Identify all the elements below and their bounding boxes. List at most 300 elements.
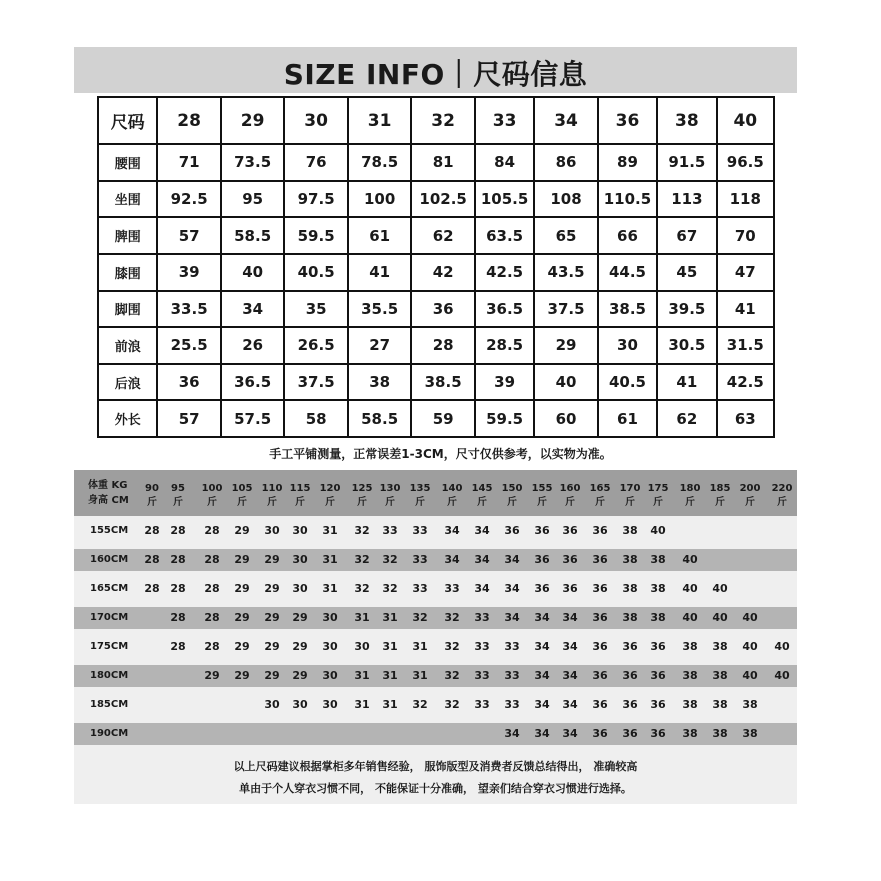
- measurement-cell: 63.5: [475, 217, 534, 254]
- recommended-size: 32: [444, 611, 460, 624]
- weight-unit: 斤: [565, 497, 575, 508]
- recommended-size: 31: [354, 698, 370, 711]
- recommended-size: 34: [474, 524, 490, 537]
- recommended-size: 31: [322, 553, 338, 566]
- recommended-size: 34: [534, 669, 550, 682]
- recommended-size: 36: [592, 524, 608, 537]
- size-table-container: [97, 96, 775, 438]
- measurement-cell: 42.5: [717, 364, 774, 401]
- recommended-size: 31: [382, 640, 398, 653]
- measurement-cell: 38: [348, 364, 412, 401]
- size-header-cell: 40: [717, 97, 774, 144]
- height-label: 170CM: [90, 612, 129, 623]
- recommended-size: 28: [204, 553, 220, 566]
- recommended-size: 33: [474, 611, 490, 624]
- weight-unit: 斤: [595, 497, 605, 508]
- recommended-size: 40: [682, 582, 698, 595]
- recommended-size: 32: [354, 553, 370, 566]
- measurement-cell: 39: [475, 364, 534, 401]
- recommended-size: 36: [534, 553, 550, 566]
- recommended-size: 36: [650, 669, 666, 682]
- measurement-cell: 30.5: [657, 327, 716, 364]
- recommended-size: 32: [382, 582, 398, 595]
- recommended-size: 28: [204, 524, 220, 537]
- recommended-size: 31: [322, 582, 338, 595]
- size-row: [98, 181, 774, 218]
- measurement-cell: 86: [534, 144, 598, 181]
- height-header-label: 身高 CM: [88, 495, 129, 506]
- weight-value: 145: [471, 483, 493, 494]
- recommended-size: 40: [650, 524, 666, 537]
- recommended-size: 34: [444, 553, 460, 566]
- weight-value: 140: [441, 483, 463, 494]
- measurement-cell: 47: [717, 254, 774, 291]
- height-label: 165CM: [90, 583, 129, 594]
- recommended-size: 36: [592, 611, 608, 624]
- weight-unit: 斤: [325, 497, 335, 508]
- measurement-cell: 62: [411, 217, 475, 254]
- weight-header-label: 体重 KG: [88, 480, 128, 491]
- recommended-size: 32: [354, 524, 370, 537]
- recommended-size: 34: [534, 640, 550, 653]
- recommended-size: 28: [204, 640, 220, 653]
- recommended-size: 36: [622, 727, 638, 740]
- measurement-cell: 26: [221, 327, 285, 364]
- recommended-size: 38: [622, 582, 638, 595]
- weight-unit: 斤: [357, 497, 367, 508]
- recommended-size: 34: [562, 611, 578, 624]
- recommended-size: 34: [474, 553, 490, 566]
- measurement-label: 前浪: [98, 327, 157, 364]
- height-row: [74, 723, 797, 745]
- measurement-label: 脾围: [98, 217, 157, 254]
- measurement-cell: 110.5: [598, 181, 657, 218]
- recommended-size: 32: [382, 553, 398, 566]
- recommended-size: 34: [534, 727, 550, 740]
- size-header-cell: 31: [348, 97, 412, 144]
- size-reference-chart: [74, 470, 797, 804]
- recommended-size: 33: [474, 669, 490, 682]
- measurement-cell: 71: [157, 144, 221, 181]
- recommended-size: 38: [712, 640, 728, 653]
- weight-value: 185: [709, 483, 731, 494]
- measurement-cell: 33.5: [157, 291, 221, 328]
- recommended-size: 34: [562, 640, 578, 653]
- size-row: [98, 327, 774, 364]
- measurement-cell: 81: [411, 144, 475, 181]
- height-row: [74, 636, 797, 658]
- recommended-size: 38: [712, 727, 728, 740]
- weight-value: 160: [559, 483, 581, 494]
- weight-unit: 斤: [507, 497, 517, 508]
- measurement-label: 腰围: [98, 144, 157, 181]
- weight-unit: 斤: [147, 497, 157, 508]
- recommended-size: 38: [650, 611, 666, 624]
- weight-value: 155: [531, 483, 553, 494]
- weight-unit: 斤: [745, 497, 755, 508]
- measurement-cell: 40: [221, 254, 285, 291]
- recommended-size: 34: [504, 553, 520, 566]
- measurement-cell: 57: [157, 217, 221, 254]
- recommended-size: 36: [592, 727, 608, 740]
- measurement-label: 后浪: [98, 364, 157, 401]
- recommended-size: 33: [444, 582, 460, 595]
- recommended-size: 38: [742, 698, 758, 711]
- recommended-size: 29: [264, 669, 280, 682]
- recommended-size: 31: [382, 611, 398, 624]
- recommended-size: 29: [264, 553, 280, 566]
- size-header-cell: 33: [475, 97, 534, 144]
- reference-header: [74, 470, 797, 516]
- recommended-size: 36: [592, 669, 608, 682]
- recommended-size: 28: [204, 582, 220, 595]
- recommended-size: 31: [412, 640, 428, 653]
- measurement-cell: 65: [534, 217, 598, 254]
- measurement-label: 坐围: [98, 181, 157, 218]
- recommended-size: 40: [742, 611, 758, 624]
- title-band: [74, 47, 797, 93]
- size-table: [97, 96, 775, 438]
- recommended-size: 32: [444, 669, 460, 682]
- recommended-size: 29: [292, 611, 308, 624]
- measurement-cell: 61: [598, 400, 657, 437]
- recommended-size: 38: [742, 727, 758, 740]
- measurement-cell: 27: [348, 327, 412, 364]
- measurement-cell: 29: [534, 327, 598, 364]
- height-label: 160CM: [90, 554, 129, 565]
- measurement-cell: 63: [717, 400, 774, 437]
- recommended-size: 34: [534, 611, 550, 624]
- size-header-cell: 29: [221, 97, 285, 144]
- height-label: 190CM: [90, 728, 129, 739]
- measurement-cell: 35.5: [348, 291, 412, 328]
- recommended-size: 31: [382, 698, 398, 711]
- weight-unit: 斤: [385, 497, 395, 508]
- measurement-cell: 100: [348, 181, 412, 218]
- weight-value: 180: [679, 483, 701, 494]
- recommended-size: 31: [412, 669, 428, 682]
- recommended-size: 30: [322, 640, 338, 653]
- measurement-cell: 58: [284, 400, 348, 437]
- weight-value: 90: [145, 483, 159, 494]
- measurement-cell: 25.5: [157, 327, 221, 364]
- recommended-size: 40: [682, 611, 698, 624]
- recommended-size: 34: [504, 611, 520, 624]
- measurement-cell: 59.5: [475, 400, 534, 437]
- height-label: 175CM: [90, 641, 129, 652]
- measurement-label: 外长: [98, 400, 157, 437]
- measurement-label: 脚围: [98, 291, 157, 328]
- recommended-size: 28: [170, 611, 186, 624]
- recommended-size: 33: [382, 524, 398, 537]
- recommended-size: 28: [144, 524, 160, 537]
- size-row: [98, 254, 774, 291]
- measurement-cell: 91.5: [657, 144, 716, 181]
- recommended-size: 30: [292, 698, 308, 711]
- measurement-cell: 44.5: [598, 254, 657, 291]
- measurement-cell: 108: [534, 181, 598, 218]
- recommended-size: 28: [170, 524, 186, 537]
- height-label: 155CM: [90, 525, 129, 536]
- recommended-size: 29: [292, 640, 308, 653]
- measurement-cell: 37.5: [534, 291, 598, 328]
- weight-unit: 斤: [207, 497, 217, 508]
- measurement-cell: 96.5: [717, 144, 774, 181]
- height-row: [74, 665, 797, 687]
- recommended-size: 36: [622, 698, 638, 711]
- measurement-cell: 39.5: [657, 291, 716, 328]
- recommended-size: 38: [622, 553, 638, 566]
- weight-value: 120: [319, 483, 341, 494]
- weight-value: 150: [501, 483, 523, 494]
- recommended-size: 32: [412, 698, 428, 711]
- recommended-size: 32: [444, 640, 460, 653]
- recommended-size: 29: [264, 582, 280, 595]
- measurement-cell: 66: [598, 217, 657, 254]
- recommended-size: 29: [234, 582, 250, 595]
- measurement-cell: 34: [221, 291, 285, 328]
- recommended-size: 36: [534, 524, 550, 537]
- recommended-size: 38: [650, 582, 666, 595]
- measurement-label: 膝围: [98, 254, 157, 291]
- measurement-cell: 26.5: [284, 327, 348, 364]
- size-row: [98, 144, 774, 181]
- measurement-cell: 37.5: [284, 364, 348, 401]
- recommended-size: 40: [712, 611, 728, 624]
- measurement-cell: 38.5: [411, 364, 475, 401]
- recommended-size: 40: [774, 640, 790, 653]
- recommended-size: 29: [234, 611, 250, 624]
- recommended-size: 33: [474, 698, 490, 711]
- size-header-row: [98, 97, 774, 144]
- measurement-cell: 41: [657, 364, 716, 401]
- measurement-cell: 70: [717, 217, 774, 254]
- recommended-size: 38: [712, 698, 728, 711]
- height-row: [74, 694, 797, 716]
- measurement-cell: 62: [657, 400, 716, 437]
- recommended-size: 36: [562, 553, 578, 566]
- weight-unit: 斤: [625, 497, 635, 508]
- size-header-cell: 38: [657, 97, 716, 144]
- weight-value: 200: [739, 483, 761, 494]
- size-row: [98, 364, 774, 401]
- weight-value: 170: [619, 483, 641, 494]
- size-header-label: 尺码: [98, 97, 157, 144]
- recommended-size: 36: [592, 582, 608, 595]
- recommended-size: 28: [144, 553, 160, 566]
- recommended-size: 32: [354, 582, 370, 595]
- size-header-cell: 28: [157, 97, 221, 144]
- measurement-cell: 28: [411, 327, 475, 364]
- recommended-size: 32: [412, 611, 428, 624]
- weight-unit: 斤: [537, 497, 547, 508]
- recommended-size: 34: [562, 727, 578, 740]
- recommended-size: 36: [592, 640, 608, 653]
- recommended-size: 29: [234, 669, 250, 682]
- size-header-cell: 36: [598, 97, 657, 144]
- measurement-cell: 73.5: [221, 144, 285, 181]
- recommended-size: 38: [712, 669, 728, 682]
- measurement-cell: 28.5: [475, 327, 534, 364]
- recommended-size: 36: [592, 698, 608, 711]
- weight-unit: 斤: [267, 497, 277, 508]
- measurement-cell: 40.5: [284, 254, 348, 291]
- recommended-size: 29: [264, 611, 280, 624]
- recommended-size: 40: [682, 553, 698, 566]
- recommended-size: 38: [622, 524, 638, 537]
- recommended-size: 30: [322, 611, 338, 624]
- measurement-cell: 61: [348, 217, 412, 254]
- measurement-cell: 57: [157, 400, 221, 437]
- measurement-cell: 60: [534, 400, 598, 437]
- size-row: [98, 291, 774, 328]
- recommended-size: 29: [234, 553, 250, 566]
- recommended-size: 40: [774, 669, 790, 682]
- measurement-cell: 41: [717, 291, 774, 328]
- weight-value: 125: [351, 483, 373, 494]
- weight-unit: 斤: [295, 497, 305, 508]
- height-row: [74, 607, 797, 629]
- measurement-cell: 95: [221, 181, 285, 218]
- measurement-cell: 76: [284, 144, 348, 181]
- weight-value: 220: [771, 483, 793, 494]
- recommended-size: 36: [650, 727, 666, 740]
- weight-unit: 斤: [173, 497, 183, 508]
- recommended-size: 36: [562, 524, 578, 537]
- recommended-size: 34: [562, 669, 578, 682]
- measurement-cell: 57.5: [221, 400, 285, 437]
- recommended-size: 34: [504, 727, 520, 740]
- size-header-cell: 30: [284, 97, 348, 144]
- measurement-cell: 40.5: [598, 364, 657, 401]
- weight-unit: 斤: [415, 497, 425, 508]
- recommended-size: 36: [622, 669, 638, 682]
- measure-note: 手工平铺测量，正常误差1-3CM，尺寸仅供参考，以实物为准。: [269, 447, 612, 461]
- recommended-size: 32: [444, 698, 460, 711]
- recommended-size: 33: [504, 698, 520, 711]
- height-row: [74, 578, 797, 600]
- measurement-cell: 97.5: [284, 181, 348, 218]
- note-line: 以上尺码建议根据掌柜多年销售经验， 服饰版型及消费者反馈总结得出， 准确较高: [233, 760, 638, 773]
- recommended-size: 30: [354, 640, 370, 653]
- measurement-cell: 59: [411, 400, 475, 437]
- measurement-cell: 102.5: [411, 181, 475, 218]
- measurement-cell: 30: [598, 327, 657, 364]
- measurement-cell: 58.5: [221, 217, 285, 254]
- recommended-size: 28: [204, 611, 220, 624]
- recommended-size: 30: [292, 553, 308, 566]
- measurement-cell: 42: [411, 254, 475, 291]
- measurement-cell: 36.5: [475, 291, 534, 328]
- recommended-size: 40: [742, 640, 758, 653]
- height-row: [74, 549, 797, 571]
- recommended-size: 36: [650, 698, 666, 711]
- note-line: 单由于个人穿衣习惯不同， 不能保证十分准确， 望亲们结合穿衣习惯进行选择。: [239, 782, 632, 795]
- weight-value: 100: [201, 483, 223, 494]
- recommended-size: 36: [504, 524, 520, 537]
- measurement-cell: 58.5: [348, 400, 412, 437]
- measurement-cell: 36: [411, 291, 475, 328]
- page-title: SIZE INFO｜尺码信息: [283, 58, 588, 91]
- measurement-cell: 118: [717, 181, 774, 218]
- measurement-cell: 38.5: [598, 291, 657, 328]
- recommended-size: 33: [412, 524, 428, 537]
- recommended-size: 38: [622, 611, 638, 624]
- measurement-cell: 105.5: [475, 181, 534, 218]
- measurement-cell: 84: [475, 144, 534, 181]
- measurement-cell: 41: [348, 254, 412, 291]
- recommended-size: 29: [234, 640, 250, 653]
- recommended-size: 28: [170, 640, 186, 653]
- weight-value: 105: [231, 483, 253, 494]
- recommended-size: 31: [354, 611, 370, 624]
- weight-unit: 斤: [685, 497, 695, 508]
- recommended-size: 40: [742, 669, 758, 682]
- recommended-size: 33: [504, 640, 520, 653]
- measurement-cell: 36: [157, 364, 221, 401]
- measurement-cell: 89: [598, 144, 657, 181]
- weight-unit: 斤: [777, 497, 787, 508]
- recommended-size: 38: [682, 698, 698, 711]
- weight-value: 95: [171, 483, 185, 494]
- recommended-size: 28: [144, 582, 160, 595]
- weight-value: 115: [289, 483, 311, 494]
- recommended-size: 30: [322, 669, 338, 682]
- recommended-size: 33: [504, 669, 520, 682]
- recommended-size: 30: [292, 582, 308, 595]
- recommended-size: 33: [412, 582, 428, 595]
- recommended-size: 34: [444, 524, 460, 537]
- weight-value: 130: [379, 483, 401, 494]
- size-header-cell: 34: [534, 97, 598, 144]
- weight-value: 175: [647, 483, 669, 494]
- recommended-size: 30: [292, 524, 308, 537]
- measurement-cell: 35: [284, 291, 348, 328]
- recommended-size: 29: [292, 669, 308, 682]
- weight-unit: 斤: [477, 497, 487, 508]
- recommendation-notes: [74, 756, 797, 800]
- measurement-cell: 31.5: [717, 327, 774, 364]
- recommended-size: 28: [170, 553, 186, 566]
- measurement-cell: 67: [657, 217, 716, 254]
- recommended-size: 28: [170, 582, 186, 595]
- recommended-size: 29: [264, 640, 280, 653]
- weight-value: 165: [589, 483, 611, 494]
- weight-unit: 斤: [447, 497, 457, 508]
- recommended-size: 29: [204, 669, 220, 682]
- recommended-size: 40: [712, 582, 728, 595]
- recommended-size: 34: [474, 582, 490, 595]
- recommended-size: 34: [562, 698, 578, 711]
- measurement-cell: 92.5: [157, 181, 221, 218]
- recommended-size: 38: [682, 727, 698, 740]
- measurement-cell: 36.5: [221, 364, 285, 401]
- recommended-size: 31: [382, 669, 398, 682]
- recommended-size: 38: [682, 640, 698, 653]
- size-row: [98, 400, 774, 437]
- weight-unit: 斤: [715, 497, 725, 508]
- recommended-size: 31: [354, 669, 370, 682]
- recommended-size: 34: [504, 582, 520, 595]
- measurement-cell: 40: [534, 364, 598, 401]
- recommended-size: 36: [592, 553, 608, 566]
- recommended-size: 38: [650, 553, 666, 566]
- recommended-size: 36: [622, 640, 638, 653]
- height-label: 180CM: [90, 670, 129, 681]
- measurement-cell: 45: [657, 254, 716, 291]
- recommended-size: 36: [534, 582, 550, 595]
- height-label: 185CM: [90, 699, 129, 710]
